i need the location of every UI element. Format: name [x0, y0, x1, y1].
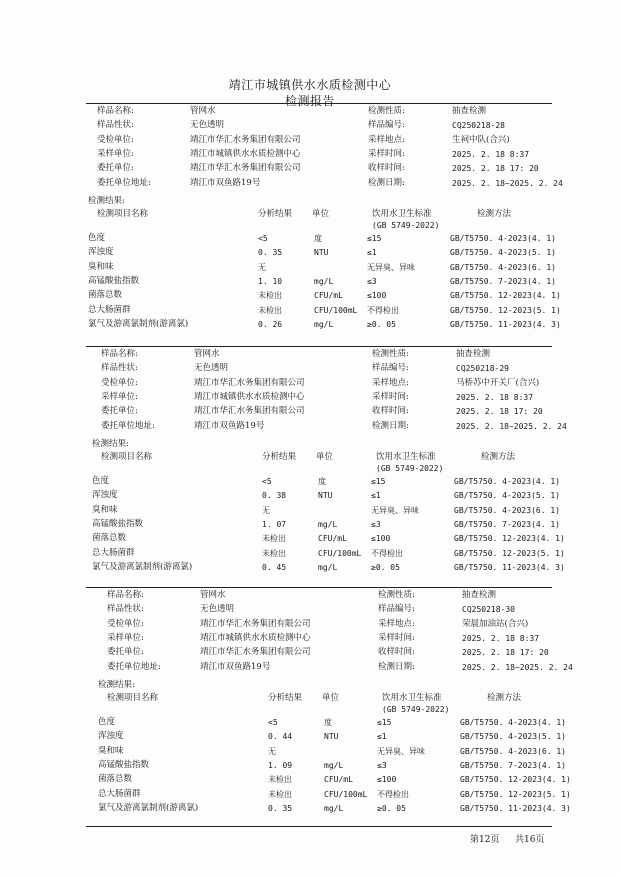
column-header-unit: 单位 — [322, 693, 340, 703]
column-header-unit: 单位 — [312, 209, 330, 219]
result-unit: mg/L — [314, 319, 334, 329]
value-sampling-site: 荣晨加油站(合兴) — [462, 618, 529, 629]
result-item-name: 菌落总数 — [88, 290, 123, 301]
result-standard: ≤3 — [371, 519, 381, 529]
result-method: GB/T5750. 4-2023(5. 1) — [450, 248, 556, 258]
result-unit: 度 — [324, 718, 332, 727]
column-header-standard: 饮用水卫生标准 — [382, 693, 442, 703]
result-value: 1. 09 — [268, 760, 293, 770]
label-receive-time: 收样时间: — [378, 647, 415, 658]
value-sample-no: CQ250218-28 — [452, 121, 505, 131]
result-value: 未检出 — [262, 534, 286, 544]
result-method: GB/T5750. 12-2023(4. 1) — [450, 291, 561, 301]
page-subtitle: 检测报告 — [284, 94, 335, 108]
column-header-result: 分析结果 — [258, 209, 293, 219]
result-method: GB/T5750. 4-2023(5. 1) — [460, 732, 566, 742]
label-sampling-time: 采样时间: — [368, 148, 405, 159]
result-value: 未检出 — [262, 548, 286, 558]
result-item-name: 色度 — [98, 717, 116, 727]
result-unit: NTU — [318, 491, 333, 501]
result-unit: CFU/100mL — [324, 789, 368, 799]
result-item-name: 高锰酸盐指数 — [98, 759, 150, 770]
value-sampling-site: 马桥苏中开关厂(合兴) — [456, 377, 540, 388]
label-test-nature: 检测性质: — [378, 590, 415, 600]
result-value: 未检出 — [258, 305, 282, 315]
label-inspected-unit: 受检单位: — [101, 377, 138, 388]
label-sample-no: 样品编号: — [378, 604, 415, 615]
label-sampling-unit: 采样单位: — [97, 148, 134, 159]
label-sampling-site: 采样地点: — [368, 134, 405, 145]
result-value: 0. 35 — [258, 248, 283, 258]
column-header-result: 分析结果 — [262, 452, 297, 462]
label-client-unit: 委托单位: — [107, 647, 144, 658]
section-divider — [86, 346, 552, 347]
result-standard: ≥0. 05 — [377, 803, 406, 813]
result-method: GB/T5750. 4-2023(6. 1) — [450, 262, 556, 272]
result-item-name: 色度 — [92, 476, 110, 486]
result-value: 无 — [262, 505, 270, 515]
result-standard: ≤1 — [367, 248, 377, 258]
column-header-item: 检测项目名称 — [101, 452, 153, 462]
label-sample-no: 样品编号: — [368, 120, 405, 131]
label-sampling-unit: 采样单位: — [107, 632, 144, 643]
result-standard: ≤100 — [371, 534, 391, 544]
result-standard: ≤3 — [377, 760, 387, 770]
value-sample-name: 管网水 — [190, 106, 216, 116]
result-value: 无 — [258, 262, 266, 272]
result-method: GB/T5750. 7-2023(4. 1) — [460, 760, 566, 770]
result-method: GB/T5750. 7-2023(4. 1) — [454, 519, 560, 529]
label-client-address: 委托单位地址: — [107, 661, 161, 672]
value-sampling-time: 2025. 2. 18 8:37 — [462, 633, 540, 643]
page-number: 第12页 — [470, 835, 500, 845]
result-value: 1. 10 — [258, 276, 283, 286]
value-test-nature: 抽查检测 — [456, 349, 491, 359]
result-value: <5 — [258, 234, 268, 243]
result-unit: mg/L — [318, 519, 338, 529]
result-standard: ≤3 — [367, 276, 377, 286]
result-standard: 不得检出 — [377, 789, 409, 799]
column-header-standard-code: (GB 5749-2022) — [382, 705, 450, 714]
result-item-name: 高锰酸盐指数 — [92, 518, 144, 529]
column-header-item: 检测项目名称 — [107, 693, 159, 703]
value-client-unit: 靖江市华汇水务集团有限公司 — [190, 163, 301, 174]
label-client-unit: 委托单位: — [101, 406, 138, 417]
result-method: GB/T5750. 12-2023(5. 1) — [460, 789, 571, 799]
value-sampling-site: 生祠中队(合兴) — [452, 134, 510, 145]
result-standard: 无异臭、异味 — [371, 505, 419, 515]
result-item-name: 浑浊度 — [92, 490, 118, 501]
label-receive-time: 收样时间: — [368, 163, 405, 174]
result-item-name: 菌落总数 — [98, 774, 133, 785]
value-inspected-unit: 靖江市华汇水务集团有限公司 — [190, 134, 301, 145]
result-method: GB/T5750. 12-2023(4. 1) — [454, 534, 565, 544]
result-item-name: 高锰酸盐指数 — [88, 275, 140, 286]
value-receive-time: 2025. 2. 18 17: 20 — [462, 648, 549, 658]
result-unit: NTU — [324, 732, 339, 742]
column-header-method: 检测方法 — [481, 452, 516, 462]
value-sample-name: 管网水 — [194, 349, 220, 359]
result-value: 未检出 — [268, 775, 292, 785]
label-inspected-unit: 受检单位: — [107, 618, 144, 629]
result-method: GB/T5750. 11-2023(4. 3) — [454, 562, 565, 572]
result-standard: ≤1 — [377, 732, 387, 742]
value-sampling-unit: 靖江市城镇供水水质检测中心 — [194, 391, 305, 402]
result-value: 无 — [268, 746, 276, 756]
label-sample-no: 样品编号: — [372, 363, 409, 374]
result-value: 0. 35 — [268, 803, 293, 813]
value-sample-property: 无色透明 — [200, 604, 235, 615]
label-sampling-time: 采样时间: — [378, 632, 415, 643]
value-sample-name: 管网水 — [200, 590, 226, 600]
value-sample-property: 无色透明 — [190, 120, 225, 131]
value-test-nature: 抽查检测 — [462, 590, 497, 600]
result-value: 未检出 — [268, 789, 292, 799]
result-method: GB/T5750. 11-2023(4. 3) — [460, 803, 571, 813]
result-unit: 度 — [314, 234, 322, 243]
result-value: 0. 44 — [268, 732, 293, 742]
label-sample-property: 样品性状: — [107, 604, 144, 615]
result-standard: ≤100 — [367, 291, 387, 301]
column-header-unit: 单位 — [316, 452, 334, 462]
result-method: GB/T5750. 11-2023(4. 3) — [450, 319, 561, 329]
label-sampling-unit: 采样单位: — [101, 391, 138, 402]
value-sample-property: 无色透明 — [194, 363, 229, 374]
value-test-date: 2025. 2. 18~2025. 2. 24 — [462, 662, 573, 672]
result-standard: 无异臭、异味 — [377, 746, 425, 756]
result-standard: 无异臭、异味 — [367, 262, 415, 272]
label-sampling-site: 采样地点: — [372, 377, 409, 388]
result-item-name: 色度 — [88, 233, 106, 243]
value-test-nature: 抽查检测 — [452, 106, 487, 116]
result-item-name: 氯气及游离氯制剂(游离氯) — [98, 802, 199, 813]
value-receive-time: 2025. 2. 18 17: 20 — [452, 164, 539, 174]
column-header-method: 检测方法 — [477, 209, 512, 219]
value-sampling-unit: 靖江市城镇供水水质检测中心 — [190, 148, 301, 159]
label-client-unit: 委托单位: — [97, 163, 134, 174]
result-unit: CFU/100mL — [318, 548, 362, 558]
result-method: GB/T5750. 12-2023(4. 1) — [460, 775, 571, 785]
result-unit: NTU — [314, 248, 329, 258]
result-value: 0. 45 — [262, 562, 287, 572]
value-sampling-time: 2025. 2. 18 8:37 — [452, 149, 530, 159]
result-item-name: 总大肠菌群 — [92, 547, 135, 558]
value-sample-no: CQ250218-29 — [456, 364, 509, 374]
result-standard: ≤15 — [377, 718, 392, 727]
result-standard: 不得检出 — [367, 305, 399, 315]
section-divider — [86, 587, 552, 588]
column-header-standard: 饮用水卫生标准 — [372, 209, 432, 219]
result-standard: ≤15 — [371, 477, 386, 486]
value-test-date: 2025. 2. 18~2025. 2. 24 — [456, 421, 567, 431]
result-unit: CFU/mL — [324, 775, 353, 785]
label-sampling-site: 采样地点: — [378, 618, 415, 629]
result-method: GB/T5750. 12-2023(5. 1) — [454, 548, 565, 558]
result-unit: CFU/mL — [318, 534, 347, 544]
label-test-date: 检测日期: — [378, 661, 415, 672]
value-sampling-time: 2025. 2. 18 8:37 — [456, 392, 534, 402]
result-unit: mg/L — [314, 276, 334, 286]
result-value: 0. 26 — [258, 319, 283, 329]
result-value: <5 — [268, 718, 278, 727]
result-standard: ≤15 — [367, 234, 382, 243]
result-item-name: 臭和味 — [98, 745, 124, 756]
result-unit: mg/L — [324, 803, 344, 813]
page-total: 共16页 — [515, 835, 545, 845]
footer-divider — [86, 826, 552, 827]
result-item-name: 浑浊度 — [88, 247, 114, 258]
page-title: 靖江市城镇供水水质检测中心 — [228, 78, 392, 92]
column-header-standard-code: (GB 5749-2022) — [376, 464, 444, 473]
results-heading: 检测结果: — [98, 680, 135, 690]
result-method: GB/T5750. 7-2023(4. 1) — [450, 276, 556, 286]
label-test-nature: 检测性质: — [372, 349, 409, 359]
label-sample-name: 样品名称: — [107, 590, 144, 600]
result-value: 未检出 — [258, 291, 282, 301]
value-sampling-unit: 靖江市城镇供水水质检测中心 — [200, 632, 311, 643]
result-item-name: 氯气及游离氯制剂(游离氯) — [88, 318, 189, 329]
column-header-result: 分析结果 — [268, 693, 303, 703]
label-client-address: 委托单位地址: — [97, 177, 151, 188]
result-item-name: 氯气及游离氯制剂(游离氯) — [92, 561, 193, 572]
result-item-name: 菌落总数 — [92, 533, 127, 544]
result-method: GB/T5750. 4-2023(4. 1) — [450, 234, 556, 243]
label-sample-property: 样品性状: — [97, 120, 134, 131]
results-heading: 检测结果: — [88, 196, 125, 206]
result-value: <5 — [262, 477, 272, 486]
result-item-name: 臭和味 — [92, 504, 118, 515]
label-inspected-unit: 受检单位: — [97, 134, 134, 145]
result-unit: mg/L — [324, 760, 344, 770]
label-sample-property: 样品性状: — [101, 363, 138, 374]
result-method: GB/T5750. 4-2023(5. 1) — [454, 491, 560, 501]
result-item-name: 总大肠菌群 — [88, 304, 131, 315]
label-client-address: 委托单位地址: — [101, 420, 155, 431]
result-standard: ≥0. 05 — [367, 319, 396, 329]
value-client-address: 靖江市双鱼路19号 — [200, 661, 271, 672]
value-client-address: 靖江市双鱼路19号 — [190, 177, 261, 188]
value-client-address: 靖江市双鱼路19号 — [194, 420, 265, 431]
result-standard: ≥0. 05 — [371, 562, 400, 572]
result-unit: CFU/100mL — [314, 305, 358, 315]
label-receive-time: 收样时间: — [372, 406, 409, 417]
value-inspected-unit: 靖江市华汇水务集团有限公司 — [200, 618, 311, 629]
value-client-unit: 靖江市华汇水务集团有限公司 — [200, 647, 311, 658]
results-heading: 检测结果: — [92, 439, 129, 449]
result-method: GB/T5750. 4-2023(4. 1) — [454, 477, 560, 486]
label-sample-name: 样品名称: — [97, 106, 134, 116]
result-method: GB/T5750. 4-2023(6. 1) — [460, 746, 566, 756]
result-unit: 度 — [318, 477, 326, 486]
label-test-date: 检测日期: — [372, 420, 409, 431]
result-item-name: 浑浊度 — [98, 731, 124, 742]
column-header-method: 检测方法 — [487, 693, 522, 703]
value-client-unit: 靖江市华汇水务集团有限公司 — [194, 406, 305, 417]
result-standard: ≤100 — [377, 775, 397, 785]
value-sample-no: CQ250218-30 — [462, 605, 515, 615]
result-standard: 不得检出 — [371, 548, 403, 558]
label-sample-name: 样品名称: — [101, 349, 138, 359]
label-test-nature: 检测性质: — [368, 106, 405, 116]
result-standard: ≤1 — [371, 491, 381, 501]
column-header-item: 检测项目名称 — [97, 209, 149, 219]
value-receive-time: 2025. 2. 18 17: 20 — [456, 407, 543, 417]
result-item-name: 总大肠菌群 — [98, 788, 141, 799]
result-unit: CFU/mL — [314, 291, 343, 301]
result-method: GB/T5750. 4-2023(6. 1) — [454, 505, 560, 515]
column-header-standard: 饮用水卫生标准 — [376, 452, 436, 462]
result-item-name: 臭和味 — [88, 261, 114, 272]
result-value: 1. 07 — [262, 519, 287, 529]
value-test-date: 2025. 2. 18~2025. 2. 24 — [452, 178, 563, 188]
result-value: 0. 38 — [262, 491, 287, 501]
result-method: GB/T5750. 12-2023(5. 1) — [450, 305, 561, 315]
result-unit: mg/L — [318, 562, 338, 572]
section-divider — [86, 103, 552, 104]
value-inspected-unit: 靖江市华汇水务集团有限公司 — [194, 377, 305, 388]
column-header-standard-code: (GB 5749-2022) — [372, 221, 440, 230]
result-method: GB/T5750. 4-2023(4. 1) — [460, 718, 566, 727]
label-test-date: 检测日期: — [368, 177, 405, 188]
label-sampling-time: 采样时间: — [372, 391, 409, 402]
